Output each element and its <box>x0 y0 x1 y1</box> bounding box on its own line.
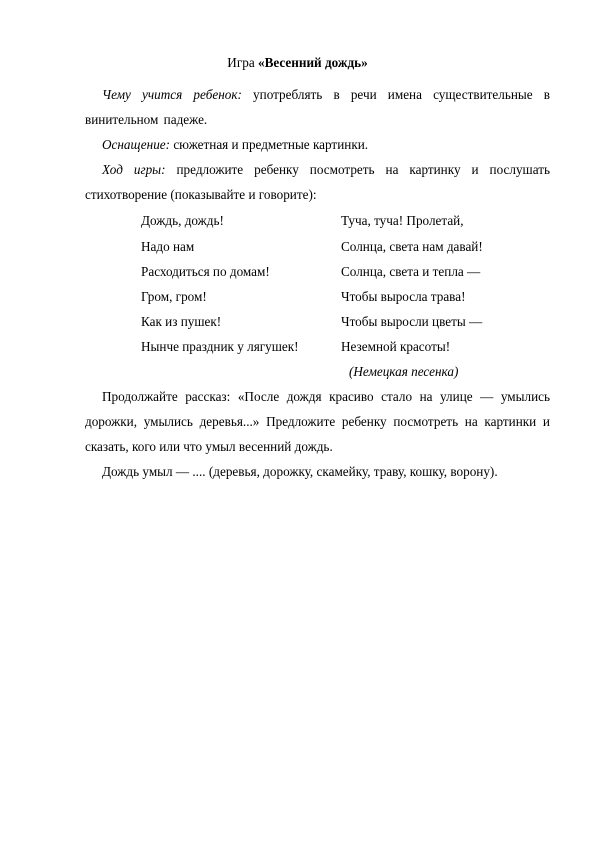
continue-paragraph: Продолжайте рассказ: «После дождя красиво стало на улице — умылись дорожки, умылись деревья...» Предложите ребенку посмотреть на картинки и сказать, кого или что умыл весенний дождь. <box>85 389 550 454</box>
poem-line-right: Солнца, света и тепла — <box>341 264 481 279</box>
title-name: «Весенний дождь» <box>257 55 368 70</box>
poem-line-left: Надо нам <box>141 239 195 254</box>
equipment-label: Оснащение: <box>102 137 171 152</box>
poem-line-left: Нынче праздник у лягушек! <box>141 339 299 354</box>
poem-source: (Немецкая песенка) <box>349 364 459 379</box>
poem-line-right: Чтобы выросла трава! <box>341 289 466 304</box>
goal-label: Чему учится ребенок: <box>102 87 242 102</box>
poem-line-right: Солнца, света нам давай! <box>341 239 483 254</box>
poem-line-left: Гром, гром! <box>141 289 207 304</box>
goal-paragraph <box>85 82 550 132</box>
poem-line-right: Чтобы выросли цветы — <box>341 314 483 329</box>
procedure-text: предложите ребенку посмотреть на картинку и послушать стихотворение (показывайте и говорите): <box>85 162 550 202</box>
poem-line-left: Дождь, дождь! <box>141 213 224 228</box>
title-prefix: Игра <box>227 55 258 70</box>
final-paragraph: Дождь умыл — .... (деревья, дорожку, скамейку, траву, кошку, ворону). <box>102 464 498 479</box>
equipment-paragraph <box>85 132 550 157</box>
equipment-text: сюжетная и предметные картинки. <box>170 137 369 152</box>
poem-line-left: Расходиться по домам! <box>141 264 270 279</box>
procedure-label: Ход игры: <box>102 162 166 177</box>
poem-line-left: Как из пушек! <box>141 314 222 329</box>
poem-line-right: Неземной красоты! <box>341 339 451 354</box>
game-title <box>0 54 595 72</box>
procedure-paragraph <box>85 157 550 207</box>
goal-text: употреблять в речи имена существительные в винительном падеже. <box>85 87 550 127</box>
poem-line-right: Туча, туча! Пролетай, <box>341 213 464 228</box>
